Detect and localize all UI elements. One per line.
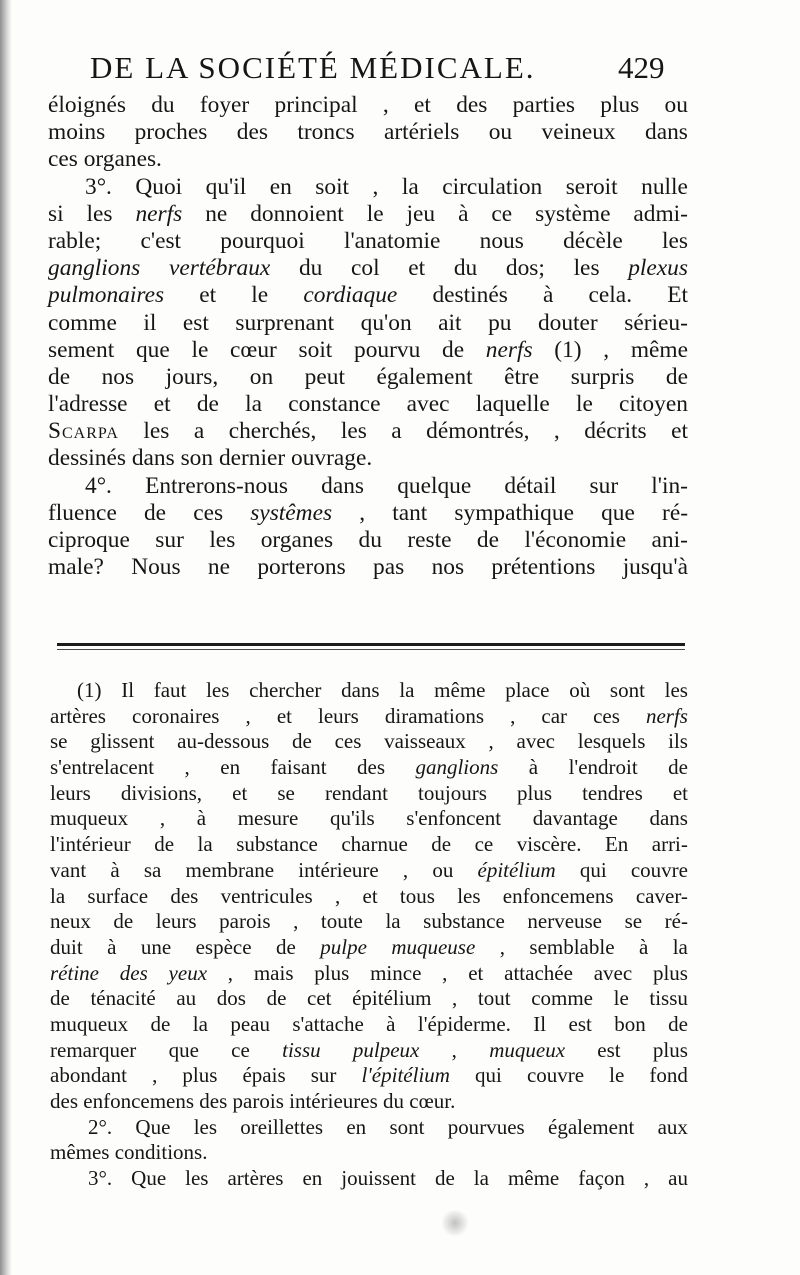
text-line: male? Nous ne porterons pas nos prétentions jusqu'à <box>48 554 688 581</box>
text-line: sement que le cœur soit pourvu de nerfs (1) , même <box>48 336 688 363</box>
running-title: DE LA SOCIÉTÉ MÉDICALE. <box>90 50 536 85</box>
footnote-line: l'intérieur de la substance charnue de ce viscère. En arri- <box>50 832 688 857</box>
text-line: ciproque sur les organes du reste de l'économie ani- <box>48 527 688 553</box>
footnote-line: de ténacité au dos de cet épitélium , tout comme le tissu <box>50 986 688 1011</box>
footnote-line: neux de leurs parois , toute la substance nerveuse se ré- <box>50 909 688 934</box>
footnote <box>50 678 688 1192</box>
text-line: ganglions vertébraux du col et du dos; les plexus <box>48 255 688 282</box>
text-line: ces organes. <box>48 146 162 173</box>
text-line: rable; c'est pourquoi l'anatomie nous décèle les <box>48 227 688 254</box>
footnote-line: remarquer que ce tissu pulpeux , muqueux est plus <box>50 1037 688 1062</box>
text-line: comme il est surprenant qu'on ait pu douter sérieu- <box>48 309 688 336</box>
footnote-line: leurs divisions, et se rendant toujours plus tendres et <box>50 780 688 805</box>
footnote-reference: (1) <box>554 336 582 363</box>
text-line: fluence de ces systêmes , tant sympathique que ré- <box>48 499 688 526</box>
text-line: pulmonaires et le cordiaque destinés à cela. Et <box>48 282 688 309</box>
footnote-line: mêmes conditions. <box>50 1140 208 1165</box>
footnote-line: duit à une espèce de pulpe muqueuse , semblable à la <box>50 934 688 959</box>
ink-smudge <box>440 1210 470 1236</box>
footnote-line: artères coronaires , et leurs diramations , car ces nerfs <box>50 703 688 728</box>
footnote-line: la surface des ventricules , et tous les enfoncemens caver- <box>50 883 688 908</box>
paragraph-3-start: 3°. Quoi qu'il en soit , la circulation seroit nulle <box>85 173 688 200</box>
text-line: moins proches des troncs artériels ou veineux dans <box>48 119 688 146</box>
footnote-line: s'entrelacent , en faisant des ganglions à l'endroit de <box>50 755 688 780</box>
page-number: 429 <box>618 50 665 85</box>
footnote-divider <box>57 643 685 646</box>
page-header <box>0 50 800 90</box>
text-line: Scarpa les a cherchés, les a démontrés, , décrits et <box>48 418 688 445</box>
footnote-divider-thin <box>57 649 685 650</box>
footnote-line: muqueux de la peau s'attache à l'épiderme. Il est bon de <box>50 1011 688 1036</box>
footnote-line: muqueux , à mesure qu'ils s'enfoncent davantage dans <box>50 806 688 831</box>
text-line: si les nerfs ne donnoient le jeu à ce système admi- <box>48 200 688 227</box>
text-line: éloignés du foyer principal , et des parties plus ou <box>48 92 688 118</box>
text-line: l'adresse et de la constance avec laquelle le citoyen <box>48 391 688 418</box>
footnote-line: se glissent au-dessous de ces vaisseaux , avec lesquels ils <box>50 729 688 754</box>
footnote-line: abondant , plus épais sur l'épitélium qui couvre le fond <box>50 1063 688 1088</box>
footnote-line: rétine des yeux , mais plus mince , et attachée avec plus <box>50 960 688 985</box>
footnote-line: des enfoncemens des parois intérieures du cœur. <box>50 1089 456 1113</box>
footnote-point-3: 3°. Que les artères en jouissent de la même façon , au <box>88 1166 688 1191</box>
page-binding-shadow <box>0 0 12 1275</box>
main-text <box>48 92 688 581</box>
paragraph-4-start: 4°. Entrerons-nous dans quelque détail sur l'in- <box>85 472 688 499</box>
author-name: Scarpa <box>48 418 119 445</box>
text-line: de nos jours, on peut également être surpris de <box>48 363 688 390</box>
text-line: dessinés dans son dernier ouvrage. <box>48 445 373 472</box>
footnote-point-2: 2°. Que les oreillettes en sont pourvues également aux <box>88 1114 688 1139</box>
footnote-line: (1) Il faut les chercher dans la même place où sont les <box>77 678 688 702</box>
footnote-line: vant à sa membrane intérieure , ou épitélium qui couvre <box>50 857 688 882</box>
